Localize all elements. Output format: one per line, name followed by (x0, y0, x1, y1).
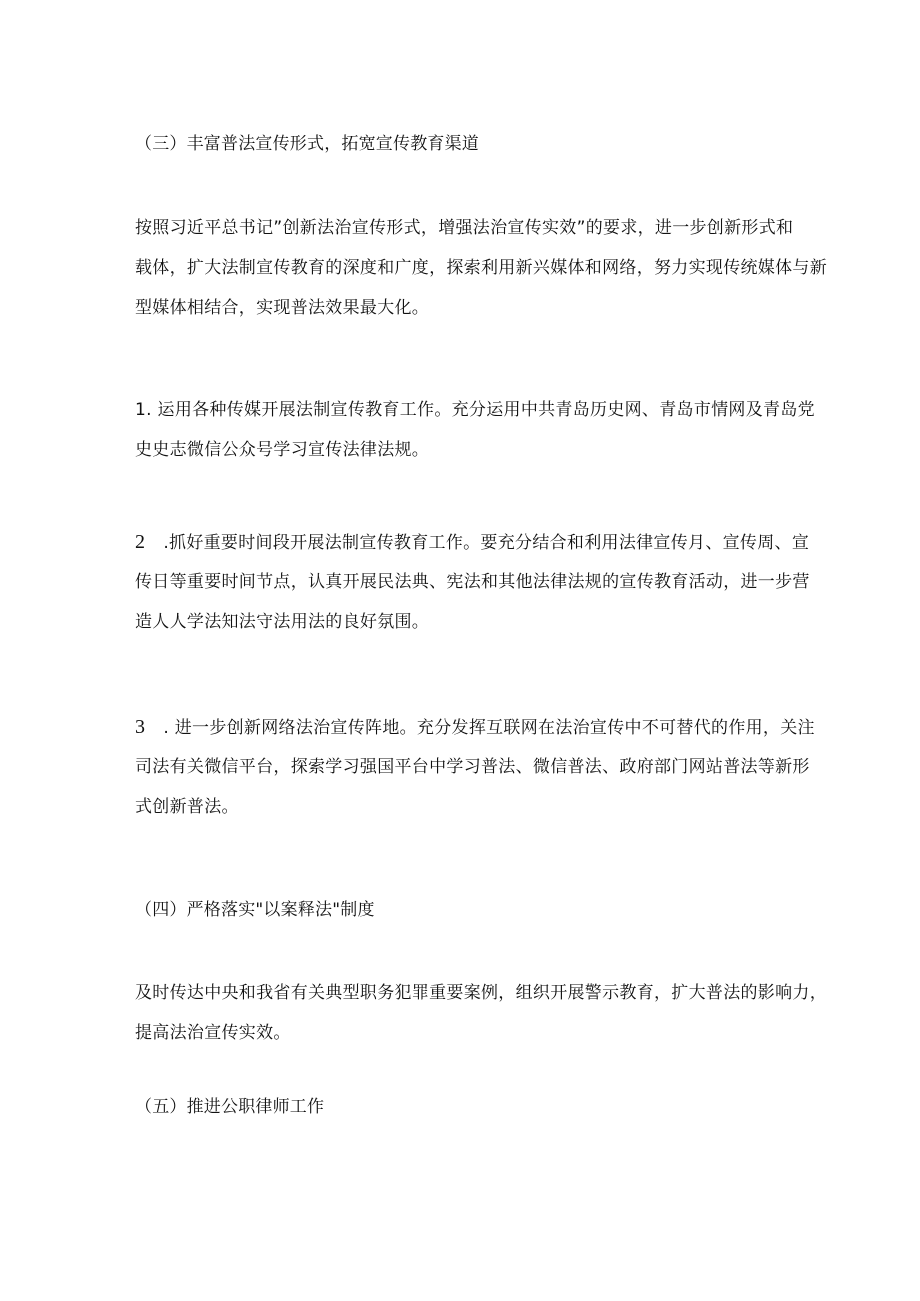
list-item-text: .抓好重要时间段开展法制宣传教育工作。要充分结合和利用法律宣传月、宣传周、宣 (163, 533, 810, 553)
paragraph-line: 型媒体相结合，实现普法效果最大化。 (135, 298, 430, 318)
heading-text: （四）严格落实"以案释法"制度 (135, 900, 375, 920)
list-item-line: 式创新普法。 (135, 797, 239, 817)
heading-text: （五）推进公职律师工作 (135, 1097, 325, 1117)
list-item-2 (135, 522, 810, 642)
paragraph-intro (135, 208, 827, 328)
list-item-3 (135, 707, 815, 827)
heading-text: （三）丰富普法宣传形式，拓宽宣传教育渠道 (135, 134, 479, 154)
section-heading-5 (135, 1087, 800, 1127)
list-item-text: . 进一步创新网络法治宣传阵地。充分发挥互联网在法治宣传中不可替代的作用，关注 (163, 718, 815, 738)
list-item-line: 史史志微信公众号学习宣传法律法规。 (135, 440, 430, 460)
paragraph-line: 及时传达中央和我省有关典型职务犯罪重要案例，组织开展警示教育，扩大普法的影响力， (135, 983, 827, 1003)
paragraph-4 (135, 973, 827, 1053)
list-item-line: 司法有关微信平台，探索学习强国平台中学习普法、微信普法、政府部门网站普法等新形 (135, 757, 810, 777)
paragraph-line: 载体，扩大法制宣传教育的深度和广度，探索利用新兴媒体和网络，努力实现传统媒体与新 (135, 258, 827, 278)
list-item-line: 传日等重要时间节点，认真开展民法典、宪法和其他法律法规的宣传教育活动，进一步营 (135, 572, 810, 592)
list-item-line: 造人人学法知法守法用法的良好氛围。 (135, 612, 430, 632)
list-item-number: 2 (135, 531, 146, 553)
paragraph-line: 提高法治宣传实效。 (135, 1023, 291, 1043)
list-item-line (135, 707, 815, 747)
paragraph-line: 按照习近平总书记”创新法治宣传形式，增强法治宣传实效”的要求，进一步创新形式和 (135, 218, 794, 238)
list-item-1 (135, 390, 815, 470)
section-heading-3 (135, 124, 800, 164)
list-item-line: 1. 运用各种传媒开展法制宣传教育工作。充分运用中共青岛历史网、青岛市情网及青岛党 (135, 400, 815, 420)
list-item-line (135, 522, 810, 562)
list-item-number: 3 (135, 716, 146, 738)
section-heading-4 (135, 890, 800, 930)
